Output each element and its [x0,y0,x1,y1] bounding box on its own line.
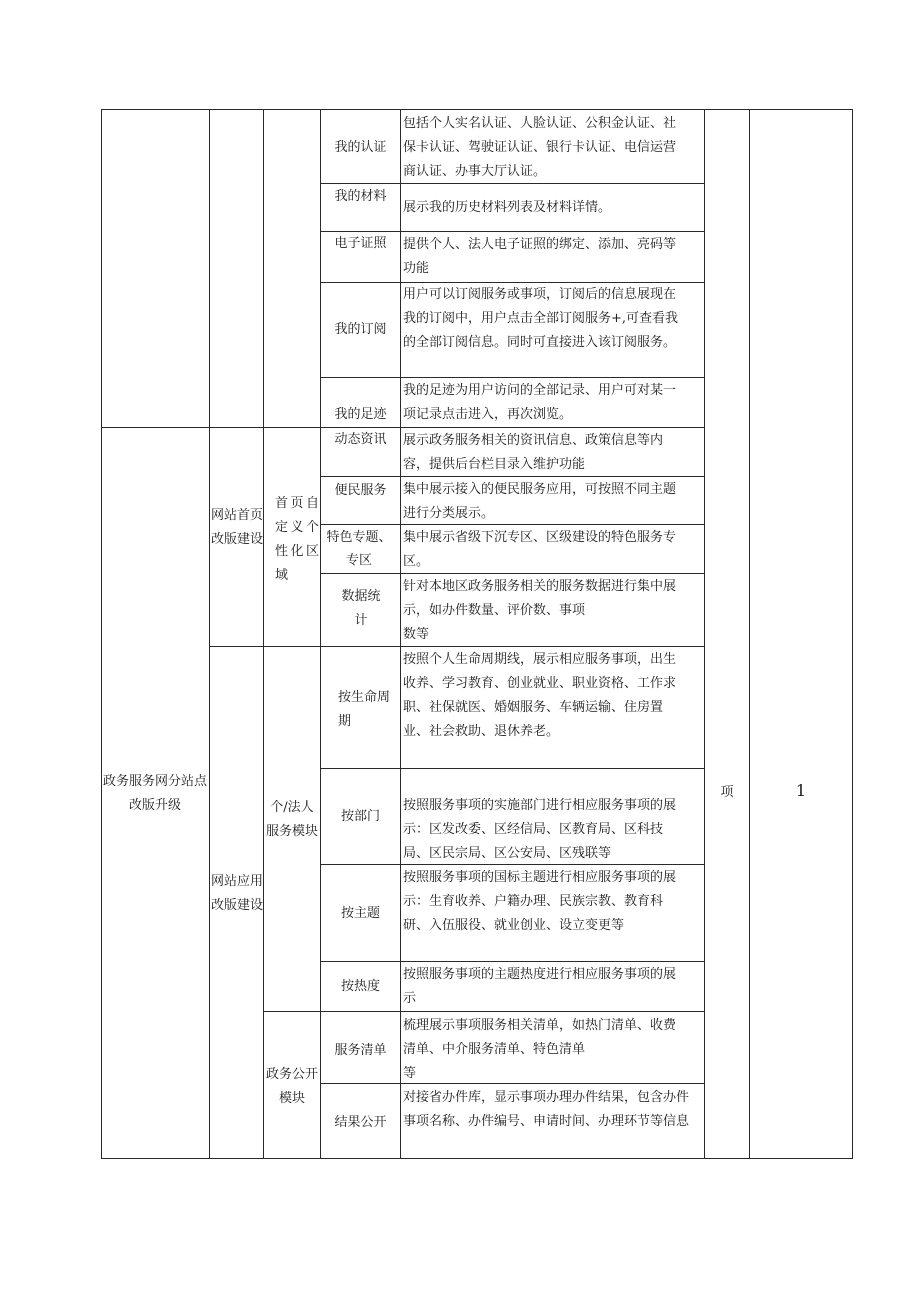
table-divider [209,109,210,1159]
table-divider [263,109,264,1159]
table-divider [320,524,705,525]
item-name: 动态资讯 [334,432,387,447]
table-divider [320,961,705,962]
table-divider [320,768,705,769]
category-application: 网站应用改版建设 [211,874,264,913]
table-divider [320,1083,705,1084]
item-name: 我的认证 [334,140,387,155]
item-name: 按部门 [340,809,380,824]
unit-cell: 项 [720,785,734,800]
item-name: 特色专题、专区 [326,530,392,568]
module-custom-area: 首页自定义个性化区域 [275,496,319,583]
table-divider [320,377,705,378]
item-name: 便民服务 [334,483,387,498]
item-name: 我的足迹 [334,407,387,422]
module-service: 个/法人服务模块 [266,800,319,839]
item-name: 我的材料 [334,189,387,204]
category-homepage: 网站首页改版建设 [211,508,264,547]
table-divider [749,109,750,1159]
table-border-right [852,109,853,1159]
table-border-top [101,109,853,110]
table-divider [400,109,401,1159]
item-name: 我的订阅 [334,322,387,337]
item-name: 结果公开 [334,1115,387,1130]
item-name: 按生命周期 [338,690,391,729]
table-divider [209,646,705,647]
table-border-bottom [101,1158,853,1159]
table-divider [704,109,705,1159]
item-name: 服务清单 [334,1043,387,1058]
item-name: 按热度 [340,979,380,994]
table-divider [263,1011,705,1012]
table-border-left [101,109,102,1159]
table-divider [320,109,321,1159]
quantity-cell: 1 [795,781,807,800]
item-name: 按主题 [340,906,380,921]
item-name: 数据统计 [341,589,381,628]
item-name: 电子证照 [334,236,387,251]
module-public: 政务公开模块 [266,1067,319,1106]
project-name: 政务服务网分站点改版升级 [103,774,208,813]
table-divider [101,427,705,428]
table-divider [320,573,705,574]
